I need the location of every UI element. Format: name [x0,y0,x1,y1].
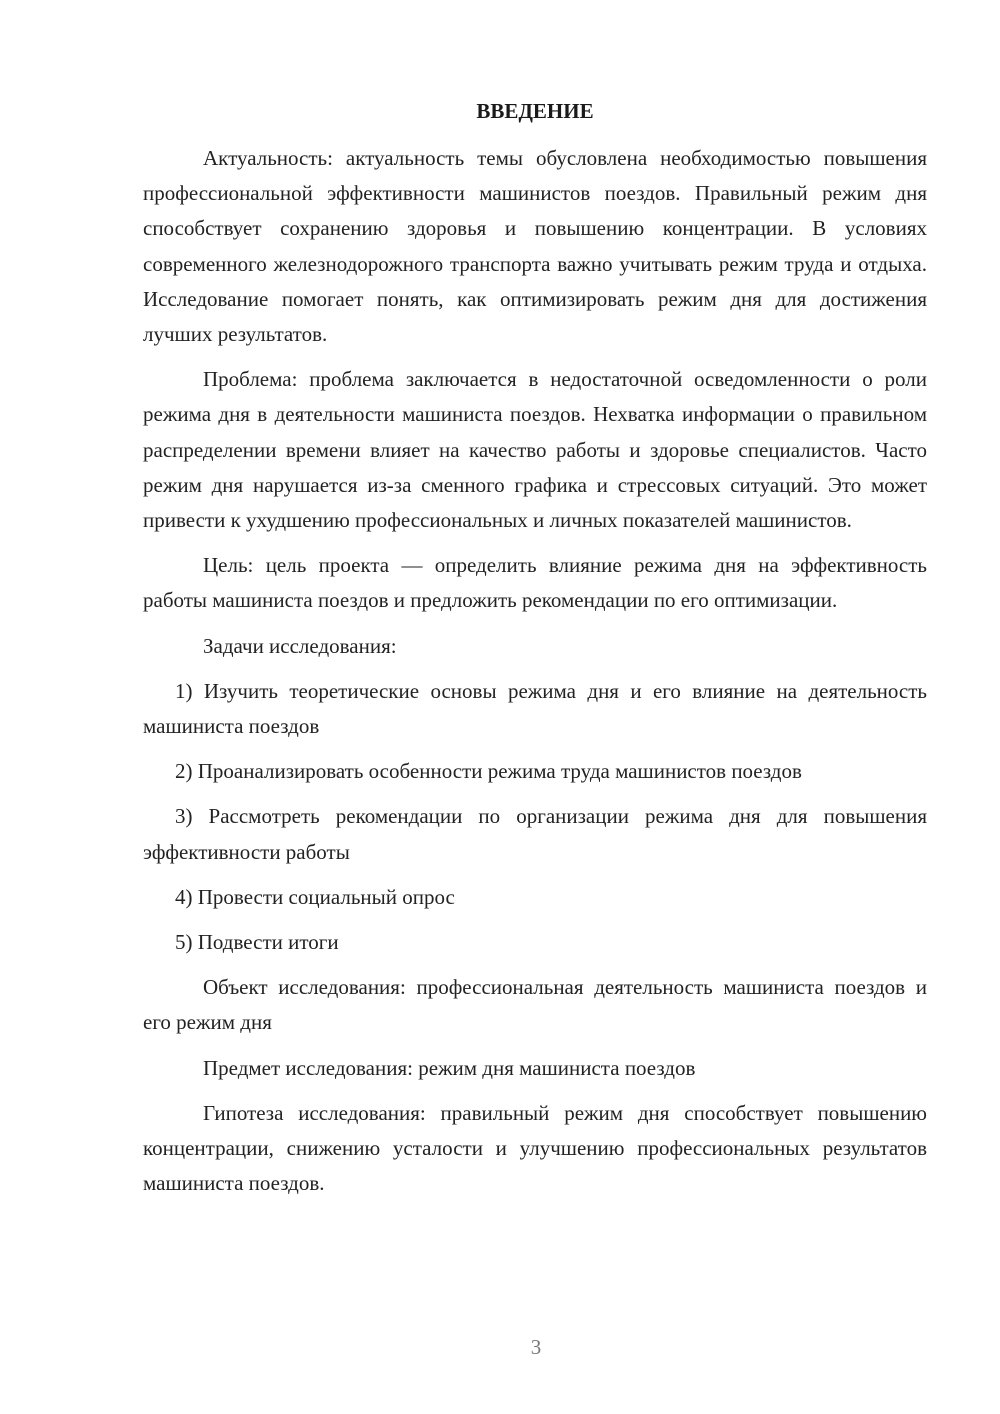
document-page [143,94,927,1211]
section-heading: ВВЕДЕНИЕ [476,99,594,123]
paragraph-object: Объект исследования: профессиональная деятельность машиниста поездов и его режим дня [143,975,927,1035]
page-number: 3 [530,1335,542,1359]
paragraph-hypothesis: Гипотеза исследования: правильный режим дня способствует повышению концентрации, снижению усталости и улучшению профессиональных результатов машиниста поездов. [143,1100,927,1196]
task-item-2: 2) Проанализировать особенности режима труда машинистов поездов [175,759,802,784]
task-item-5: 5) Подвести итоги [175,930,339,955]
paragraph-subject: Предмет исследования: режим дня машиниста поездов [203,1055,696,1080]
paragraph-goal: Цель: цель проекта — определить влияние режима дня на эффективность работы машиниста поездов и предложить рекомендации по его оптимизации. [143,553,927,613]
task-item-1: 1) Изучить теоретические основы режима дня и его влияние на деятельность машиниста поездов [143,678,927,739]
tasks-heading: Задачи исследования: [203,633,397,658]
paragraph-problem: Проблема: проблема заключается в недостаточной осведомленности о роли режима дня в деятельности машиниста поездов. Нехватка информации о правильном распределении времени влияет на качество работы и здоровье специалистов. Часто режим дня нарушается из-за сменного графика и стрессовых ситуаций. Это может привести к ухудшению профессиональных и личных показателей машинистов. [143,367,927,533]
paragraph-relevance: Актуальность: актуальность темы обусловлена необходимостью повышения профессиональной эффективности машинистов поездов. Правильный режим дня способствует сохранению здоровья и повышению концентрации. В условиях современного железнодорожного транспорта важно учитывать режим труда и отдыха. Исследование помогает понять, как оптимизировать режим дня для достижения лучших результатов. [143,146,927,347]
task-item-4: 4) Провести социальный опрос [175,884,455,909]
task-item-3: 3) Рассмотреть рекомендации по организации режима дня для повышения эффективности работы [143,804,927,864]
